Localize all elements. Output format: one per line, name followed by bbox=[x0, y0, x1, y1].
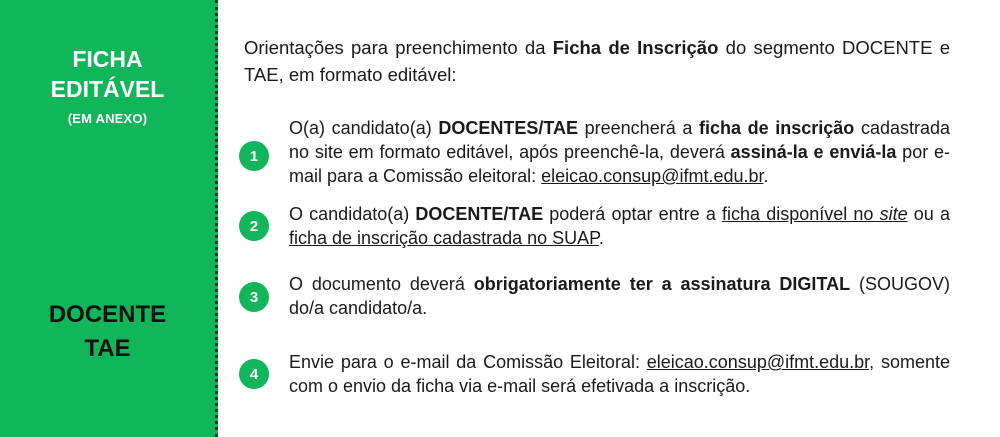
item1-bold: DOCENTES/TAE bbox=[438, 118, 579, 138]
item1-text: . bbox=[763, 166, 769, 186]
item1-text: cadastrada no site em formato editável, após preenchê-la, deverá bbox=[289, 118, 951, 162]
sidebar-title-line2: EDITÁVEL bbox=[50, 76, 165, 102]
item2-text: poderá optar entre a bbox=[543, 204, 723, 224]
item4-text: Envie para o e-mail da Comissão Eleitoral: bbox=[289, 352, 647, 372]
item1-bold: assiná-la e enviá-la bbox=[730, 142, 897, 162]
item3-bold: obrigatoriamente ter a assinatura DIGITAL bbox=[473, 274, 851, 294]
instruction-item-2 bbox=[289, 202, 950, 250]
sidebar-panel bbox=[0, 0, 218, 437]
item3-text: O documento deverá bbox=[289, 274, 474, 294]
item2-bold: DOCENTE/TAE bbox=[415, 204, 544, 224]
item1-text: por e-mail para a Comissão eleitoral: bbox=[289, 142, 951, 186]
sidebar-title-line1: FICHA bbox=[72, 46, 143, 72]
step-badge-1: 1 bbox=[239, 141, 269, 171]
intro-bold: Ficha de Inscrição bbox=[552, 37, 719, 58]
item4-text: , somente com o envio da ficha via e-mail será efetivada a inscrição. bbox=[289, 352, 950, 396]
instruction-item-3 bbox=[289, 272, 950, 320]
instruction-item-1 bbox=[289, 116, 950, 188]
step-badge-3: 3 bbox=[239, 282, 269, 312]
segment-line1: DOCENTE bbox=[48, 301, 167, 328]
email-link[interactable]: eleicao.consup@ifmt.edu.br bbox=[646, 352, 870, 372]
segment-line2: TAE bbox=[84, 335, 131, 362]
suap-form-link[interactable]: ficha de inscrição cadastrada no SUAP bbox=[289, 228, 599, 248]
instruction-item-4 bbox=[289, 350, 950, 398]
intro-pre: Orientações para preenchimento da bbox=[244, 37, 553, 58]
item2-text: O candidato(a) bbox=[289, 204, 416, 224]
site-form-link[interactable] bbox=[722, 204, 908, 224]
step-badge-4: 4 bbox=[239, 359, 269, 389]
sidebar-segment bbox=[0, 298, 215, 366]
intro-text bbox=[244, 34, 950, 88]
item2-text: ou a bbox=[907, 204, 950, 224]
email-link[interactable]: eleicao.consup@ifmt.edu.br bbox=[541, 166, 764, 186]
item2-text: . bbox=[598, 228, 604, 248]
sidebar-subtitle: (EM ANEXO) bbox=[67, 111, 148, 126]
site-form-text: ficha disponível no bbox=[722, 204, 880, 224]
site-form-italic: site bbox=[879, 204, 908, 224]
item1-text: preencherá a bbox=[578, 118, 699, 138]
item1-text: O(a) candidato(a) bbox=[289, 118, 439, 138]
item3-text: (SOUGOV) do/a candidato/a. bbox=[289, 274, 950, 318]
sidebar-title bbox=[0, 44, 215, 104]
item1-bold: ficha de inscrição bbox=[698, 118, 855, 138]
intro-post: do segmento DOCENTE e TAE, em formato editável: bbox=[244, 37, 950, 85]
step-badge-2: 2 bbox=[239, 211, 269, 241]
